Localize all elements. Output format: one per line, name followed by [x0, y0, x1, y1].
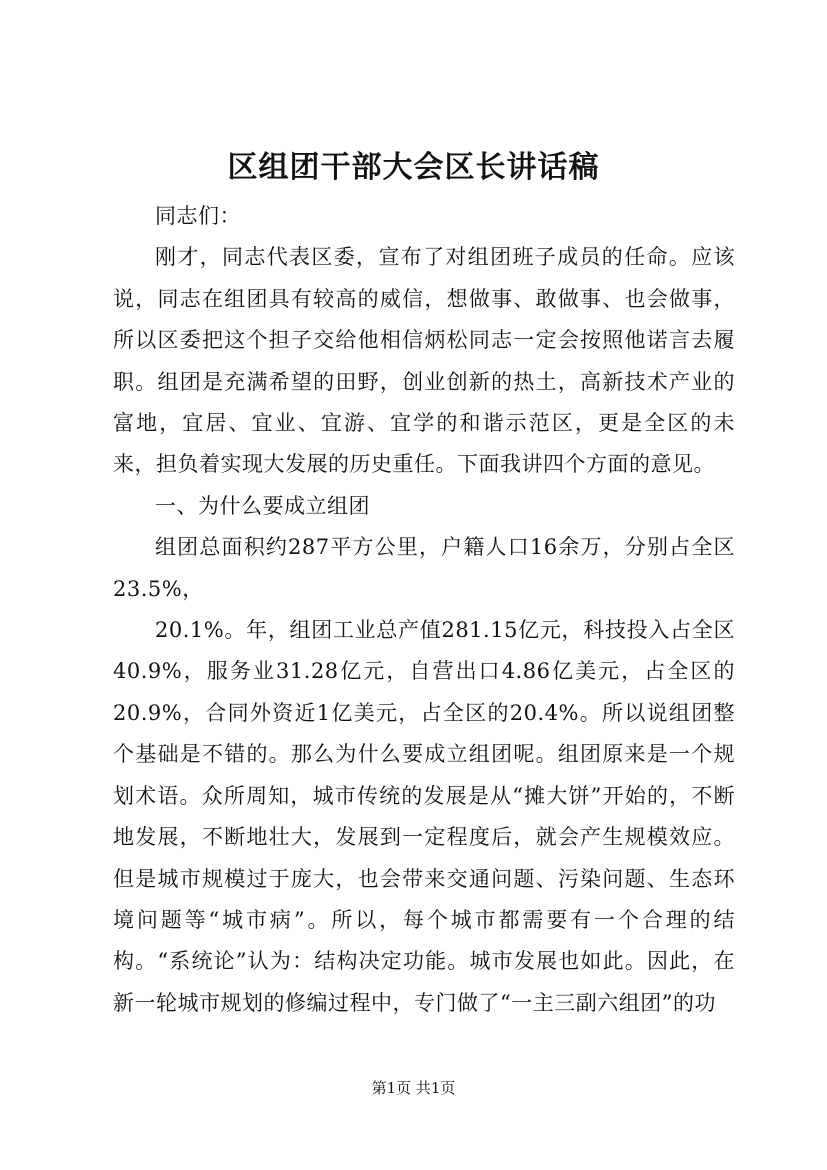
body-paragraph: 20.1%。年，组团工业总产值281.15亿元，科技投入占全区40.9%，服务业31.28亿元，自营出口4.86亿美元，占全区的20.9%，合同外资近1亿美元，占全区的20.4%。所以说组团整个基础是不错的。那么为什么要成立组团呢。组团原来是一个规划术语。众所周知，城市传统的发展是从“摊大饼”开始的，不断地发展，不断地壮大，发展到一定程度后，就会产生规模效应。但是城市规模过于庞大，也会带来交通问题、污染问题、生态环境问题等“城市病”。所以，每个城市都需要有一个合理的结构。“系统论”认为：结构决定功能。城市发展也如此。因此，在新一轮城市规划的修编过程中，专门做了“一主三副六组团”的功 — [113, 618, 735, 1015]
intro-paragraph: 刚才，同志代表区委，宣布了对组团班子成员的任命。应该说，同志在组团具有较高的威信，想做事、敢做事、也会做事，所以区委把这个担子交给他相信炳松同志一定会按照他诺言去履职。组团是充满希望的田野，创业创新的热土，高新技术产业的富地，宜居、宜业、宜游、宜学的和谐示范区，更是全区的未来，担负着实现大发展的历史重任。下面我讲四个方面的意见。 — [113, 245, 735, 477]
page-footer: 第1页 共1页 — [371, 1079, 456, 1097]
salutation-paragraph: 同志们： — [155, 204, 241, 228]
body-paragraph: 组团总面积约287平方公里，户籍人口16余万，分别占全区23.5%， — [113, 535, 735, 601]
section-heading: 一、为什么要成立组团 — [155, 493, 370, 518]
document-body — [113, 196, 735, 1024]
document-title: 区组团干部大会区长讲话稿 — [227, 150, 600, 185]
